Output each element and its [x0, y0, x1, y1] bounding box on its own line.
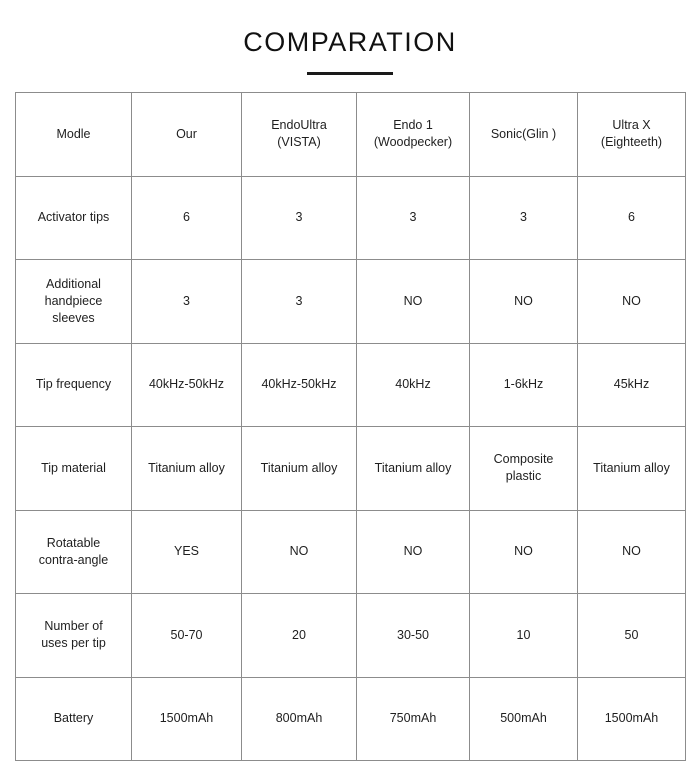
header-cell-product [242, 93, 357, 177]
header-cell-attribute [16, 93, 132, 177]
cell-line: NO [403, 544, 423, 559]
row-value-cell [357, 260, 470, 344]
cell-line: Composite [493, 452, 554, 467]
table-row [16, 176, 686, 260]
cell-line: handpiece [44, 293, 103, 308]
row-value-cell [470, 343, 578, 427]
cell-line: 6 [183, 210, 190, 225]
row-value-cell [242, 594, 357, 678]
row-value-cell [470, 594, 578, 678]
cell-line: 40kHz-50kHz [261, 377, 337, 392]
row-value-cell [132, 594, 242, 678]
cell-line: 45kHz [613, 377, 650, 392]
cell-line: Titanium alloy [374, 460, 452, 475]
cell-line: NO [514, 544, 533, 559]
cell-line: 750mAh [389, 711, 437, 726]
row-value-cell [578, 510, 686, 594]
cell-line: Tip material [41, 460, 106, 475]
cell-line: 30-50 [397, 627, 429, 642]
title-underline [307, 72, 393, 75]
cell-line: NO [514, 293, 533, 308]
row-value-cell [357, 427, 470, 511]
cell-line: 50 [624, 627, 639, 642]
cell-line: 3 [409, 210, 417, 225]
row-value-cell [470, 260, 578, 344]
row-value-cell [470, 510, 578, 594]
row-value-cell [357, 510, 470, 594]
row-value-cell [578, 427, 686, 511]
row-value-cell [470, 677, 578, 761]
header-cell-product [132, 93, 242, 177]
cell-line: 10 [516, 627, 531, 642]
cell-line: 3 [520, 210, 527, 225]
cell-line: 500mAh [500, 711, 547, 726]
table-row [16, 677, 686, 761]
row-value-cell [132, 427, 242, 511]
cell-line: NO [403, 293, 423, 308]
cell-line: (Eighteeth) [600, 135, 663, 150]
row-value-cell [578, 343, 686, 427]
row-label-cell [16, 260, 132, 344]
cell-line: sleeves [52, 310, 95, 325]
cell-line: Ultra X [612, 118, 651, 133]
cell-line: (VISTA) [277, 135, 321, 150]
row-value-cell [242, 176, 357, 260]
row-value-cell [357, 677, 470, 761]
cell-line: Titanium alloy [148, 460, 225, 475]
header-cell-product [578, 93, 686, 177]
table-header-row [16, 93, 686, 177]
cell-line: contra-angle [38, 552, 109, 567]
row-value-cell [242, 510, 357, 594]
cell-line: Rotatable [46, 535, 101, 550]
cell-line: NO [622, 544, 641, 559]
table-row [16, 510, 686, 594]
cell-line: Additional [46, 276, 101, 291]
cell-line: Activator tips [37, 210, 110, 225]
row-label-cell [16, 677, 132, 761]
cell-line: (Woodpecker) [373, 135, 453, 150]
table-row [16, 594, 686, 678]
cell-line: 3 [295, 210, 303, 225]
row-value-cell [132, 677, 242, 761]
cell-line: EndoUltra [271, 118, 327, 133]
comparison-table [15, 92, 686, 761]
header-cell-product [357, 93, 470, 177]
cell-line: Our [176, 126, 197, 141]
page-title: COMPARATION [243, 27, 457, 57]
row-value-cell [357, 343, 470, 427]
cell-line: 50-70 [170, 627, 203, 642]
cell-line: 40kHz-50kHz [148, 377, 225, 392]
cell-line: Number of [44, 619, 103, 634]
cell-line: 20 [292, 627, 306, 642]
cell-line: plastic [505, 469, 542, 484]
row-value-cell [132, 176, 242, 260]
row-value-cell [578, 260, 686, 344]
row-value-cell [578, 176, 686, 260]
table-row [16, 260, 686, 344]
row-value-cell [242, 260, 357, 344]
row-value-cell [132, 260, 242, 344]
row-value-cell [470, 176, 578, 260]
header-cell-product [470, 93, 578, 177]
row-value-cell [357, 594, 470, 678]
cell-line: NO [289, 544, 309, 559]
cell-line: Titanium alloy [260, 460, 338, 475]
cell-line: Sonic(Glin ) [490, 126, 557, 141]
row-value-cell [578, 594, 686, 678]
cell-line: 6 [628, 210, 635, 225]
row-value-cell [132, 510, 242, 594]
row-label-cell [16, 510, 132, 594]
cell-line: uses per tip [41, 636, 106, 651]
cell-line: YES [173, 544, 199, 559]
row-value-cell [578, 677, 686, 761]
cell-line: 1500mAh [159, 711, 214, 726]
cell-line: NO [622, 293, 641, 308]
row-label-cell [16, 176, 132, 260]
table-row [16, 343, 686, 427]
cell-line: 800mAh [275, 711, 323, 726]
cell-line: Endo 1 [393, 118, 433, 133]
cell-line: Battery [53, 711, 94, 726]
cell-line: 3 [183, 293, 190, 308]
row-label-cell [16, 594, 132, 678]
row-value-cell [242, 343, 357, 427]
comparison-table-wrapper [15, 92, 685, 761]
cell-line: Titanium alloy [593, 460, 670, 475]
cell-line: 1500mAh [604, 711, 659, 726]
table-row [16, 427, 686, 511]
cell-line: 3 [295, 293, 303, 308]
row-label-cell [16, 427, 132, 511]
cell-line: Modle [56, 126, 91, 141]
row-value-cell [357, 176, 470, 260]
cell-line: Tip frequency [35, 377, 112, 392]
cell-line: 40kHz [395, 377, 431, 392]
row-value-cell [242, 427, 357, 511]
row-value-cell [132, 343, 242, 427]
row-value-cell [470, 427, 578, 511]
row-value-cell [242, 677, 357, 761]
cell-line: 1-6kHz [503, 377, 544, 392]
row-label-cell [16, 343, 132, 427]
